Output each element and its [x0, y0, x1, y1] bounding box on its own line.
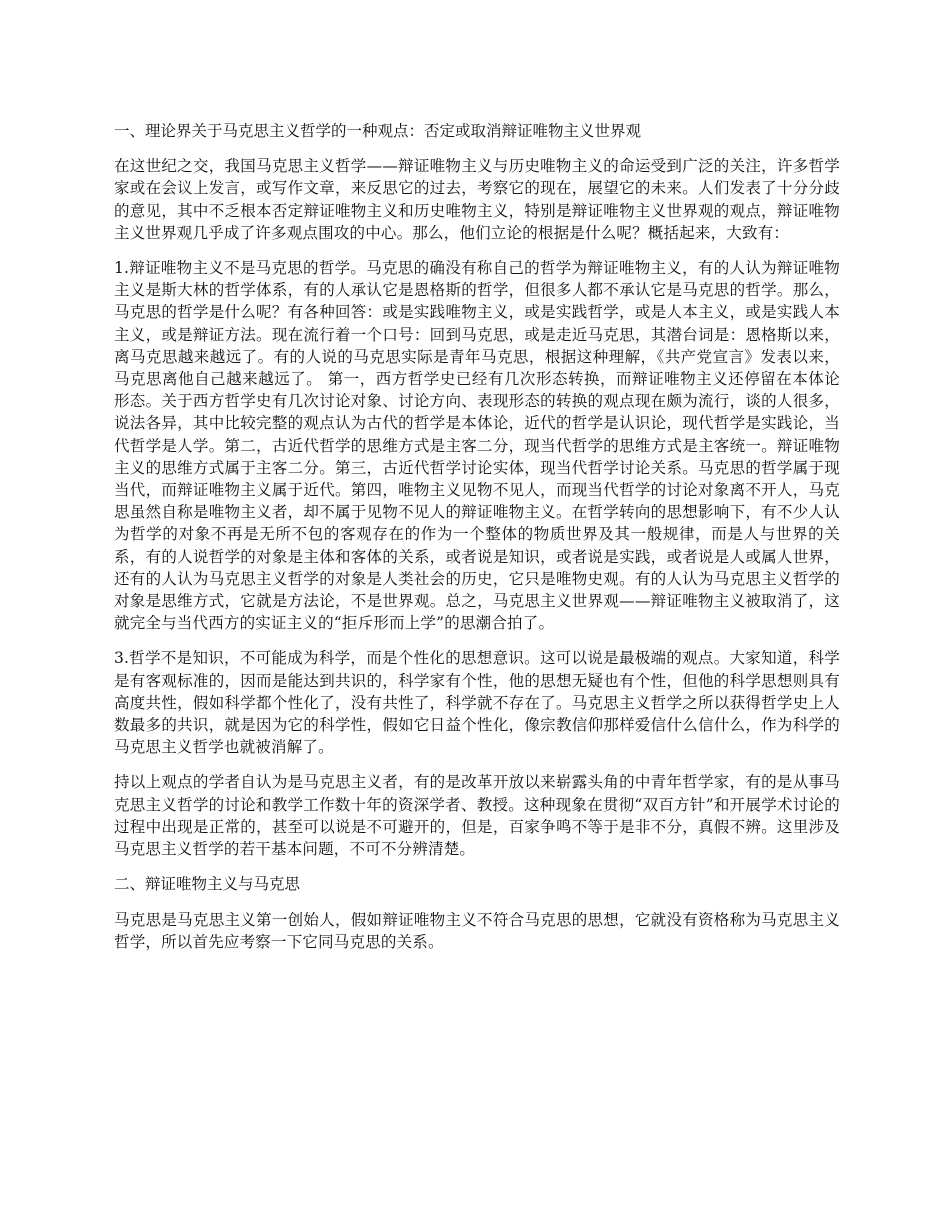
paragraph-marx: 马克思是马克思主义第一创始人，假如辩证唯物主义不符合马克思的思想，它就没有资格称为马克思主义哲学，所以首先应考察一下它同马克思的关系。 [114, 910, 840, 951]
document-body [114, 120, 840, 966]
paragraph-intro: 在这世纪之交，我国马克思主义哲学——辩证唯物主义与历史唯物主义的命运受到广泛的关注，许多哲学家或在会议上发言，或写作文章，来反思它的过去，考察它的现在，展望它的未来。人们发表了十分分歧的意见，其中不乏根本否定辩证唯物主义和历史唯物主义，特别是辩证唯物主义世界观的观点，辩证唯物主义世界观几乎成了许多观点围攻的中心。那么，他们立论的根据是什么呢？概括起来，大致有： [114, 157, 840, 242]
paragraph-point-1: 1.辩证唯物主义不是马克思的哲学。马克思的确没有称自己的哲学为辩证唯物主义，有的人认为辩证唯物主义是斯大林的哲学体系，有的人承认它是恩格斯的哲学，但很多人都不承认它是马克思的哲学。那么，马克思的哲学是什么呢？有各种回答：或是实践唯物主义，或是实践哲学，或是人本主义，或是实践人本主义，或是辩证方法。现在流行着一个口号：回到马克思，或是走近马克思，其潜台词是：恩格斯以来，离马克思越来越远了。有的人说的马克思实际是青年马克思，根据这种理解，《共产党宣言》发表以来，马克思离他自己越来越远了。 第一，西方哲学史已经有几次形态转换，而辩证唯物主义还停留在本体论形态。关于西方哲学史有几次讨论对象、讨论方向、表现形态的转换的观点现在颇为流行，谈的人很多，说法各异，其中比较完整的观点认为古代的哲学是本体论，近代的哲学是认识论，现代哲学是实践论，当代哲学是人学。第二，古近代哲学的思维方式是主客二分，现当代哲学的思维方式是主客统一。辩证唯物主义的思维方式属于主客二分。第三，古近代哲学讨论实体，现当代哲学讨论关系。马克思的哲学属于现当代，而辩证唯物主义属于近代。第四，唯物主义见物不见人，而现当代哲学的讨论对象离不开人，马克思虽然自称是唯物主义者，却不属于见物不见人的辩证唯物主义。在哲学转向的思想影响下，有不少人认为哲学的对象不再是无所不包的客观存在的作为一个整体的物质世界及其一般规律，而是人与世界的关系，有的人说哲学的对象是主体和客体的关系，或者说是知识，或者说是实践，或者说是人或属人世界，还有的人认为马克思主义哲学的对象是人类社会的历史，它只是唯物史观。有的人认为马克思主义哲学的对象是思维方式，它就是方法论，不是世界观。总之，马克思主义世界观——辩证唯物主义被取消了，这就完全与当代西方的实证主义的“拒斥形而上学”的思潮合拍了。 [114, 259, 840, 633]
section-heading-1: 一、理论界关于马克思主义哲学的一种观点：否定或取消辩证唯物主义世界观 [114, 122, 642, 140]
paragraph-point-3: 3.哲学不是知识，不可能成为科学，而是个性化的思想意识。这可以说是最极端的观点。大家知道，科学是有客观标准的，因而是能达到共识的，科学家有个性，他的思想无疑也有个性，但他的科学思想则具有高度共性，假如科学都个性化了，没有共性了，科学就不存在了。马克思主义哲学之所以获得哲学史上人数最多的共识，就是因为它的科学性，假如它日益个性化，像宗教信仰那样爱信什么信什么，作为科学的马克思主义哲学也就被消解了。 [114, 649, 840, 757]
section-heading-2: 二、辩证唯物主义与马克思 [114, 875, 301, 894]
paragraph-scholars: 持以上观点的学者自认为是马克思主义者，有的是改革开放以来崭露头角的中青年哲学家，有的是从事马克思主义哲学的讨论和教学工作数十年的资深学者、教授。这种现象在贯彻“双百方针”和开展学术讨论的过程中出现是正常的，甚至可以说是不可避开的，但是，百家争鸣不等于是非不分，真假不辨。这里涉及马克思主义哲学的若干基本问题，不可不分辨清楚。 [114, 773, 840, 859]
